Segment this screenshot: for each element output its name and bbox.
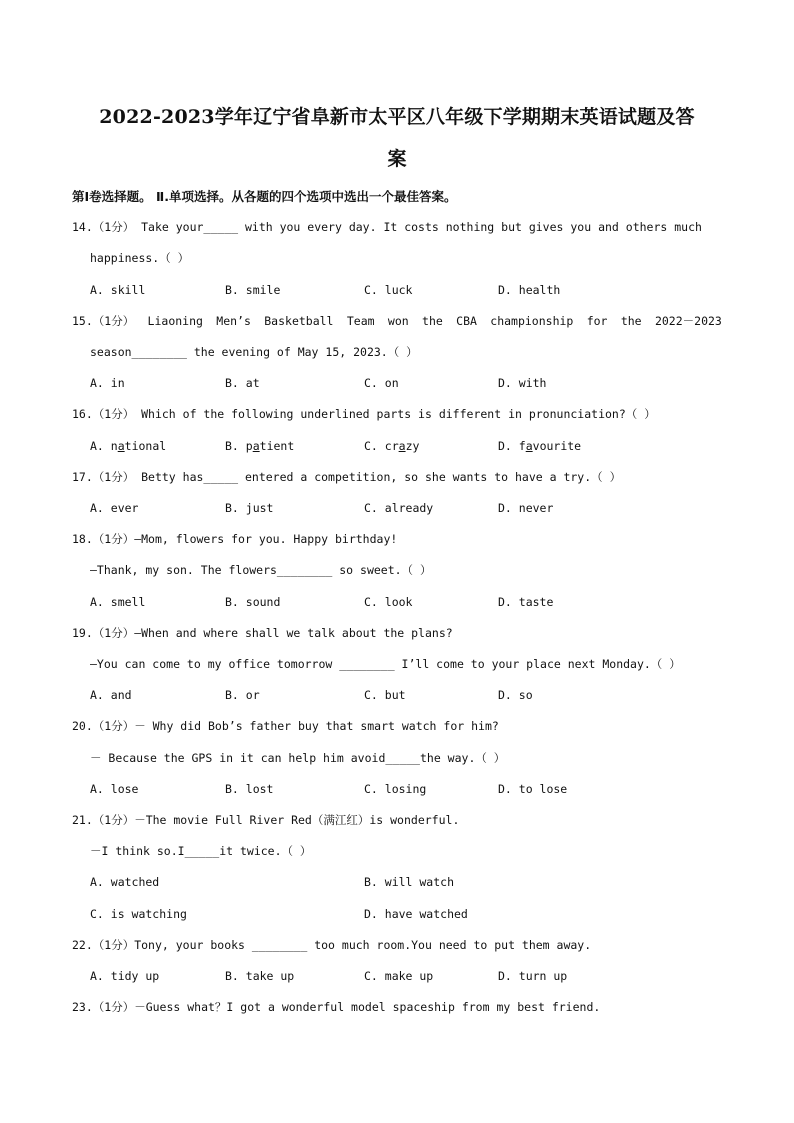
question-20-stem-continued: － Because the GPS in it can help him avoid_____the way.（ ） (90, 751, 506, 765)
question-22-option-a[interactable]: A. tidy up (90, 969, 160, 983)
question-14-stem-continued: happiness.（ ） (90, 251, 190, 265)
option-text: C. cr (364, 439, 399, 453)
question-17-option-d[interactable]: D. never (498, 501, 554, 515)
question-15-word: the (620, 314, 642, 328)
question-21-stem-continued: －I think so.I_____it twice.（ ） (90, 844, 312, 858)
question-16-stem: 16.（1分） Which of the following underlined parts is different in pronunciation?（ ） (72, 407, 656, 421)
question-15-word: Team (346, 314, 375, 328)
question-16-option-b[interactable] (225, 439, 294, 453)
question-15-stem (72, 314, 722, 328)
question-20-option-d[interactable]: D. to lose (498, 782, 568, 796)
question-22-option-b[interactable]: B. take up (225, 969, 295, 983)
question-18-option-a[interactable]: A. smell (90, 595, 146, 609)
question-20-option-b[interactable]: B. lost (225, 782, 274, 796)
option-text: A. n (90, 439, 118, 453)
question-18-option-c[interactable]: C. look (364, 595, 413, 609)
question-18-option-d[interactable]: D. taste (498, 595, 554, 609)
question-15-word: championship (490, 314, 574, 328)
option-text: D. f (498, 439, 526, 453)
question-15-option-a[interactable]: A. in (90, 376, 125, 390)
option-text: B. p (225, 439, 253, 453)
question-14-option-c[interactable]: C. luck (364, 283, 413, 297)
question-15-word: CBA (456, 314, 477, 328)
question-14-option-b[interactable]: B. smile (225, 283, 281, 297)
exam-title-continued: 案 (387, 148, 407, 170)
question-20-stem: 20.（1分）－ Why did Bob’s father buy that smart watch for him? (72, 719, 499, 733)
question-15-word: Men’s (216, 314, 251, 328)
question-19-option-b[interactable]: B. or (225, 688, 260, 702)
option-text: zy (405, 439, 420, 453)
question-15-stem-continued: season________ the evening of May 15, 2023.（ ） (90, 345, 418, 359)
question-22-stem: 22.（1分）Tony, your books ________ too much room.You need to put them away. (72, 938, 592, 952)
question-17-option-a[interactable]: A. ever (90, 501, 139, 515)
option-text: tional (124, 439, 167, 453)
question-19-option-c[interactable]: C. but (364, 688, 406, 702)
underlined-letter: a (525, 439, 533, 453)
underlined-letter: a (252, 439, 260, 453)
question-17-option-b[interactable]: B. just (225, 501, 274, 515)
question-18-stem-continued: —Thank, my son. The flowers________ so sweet.（ ） (90, 563, 432, 577)
question-21-option-d[interactable]: D. have watched (364, 907, 468, 921)
question-21-option-b[interactable]: B. will watch (364, 875, 455, 889)
question-18-option-b[interactable]: B. sound (225, 595, 281, 609)
question-17-stem: 17.（1分） Betty has_____ entered a competition, so she wants to have a try.（ ） (72, 470, 622, 484)
question-15-word: 2022－2023 (654, 314, 722, 328)
question-14-option-d[interactable]: D. health (498, 283, 561, 297)
question-16-option-c[interactable] (364, 439, 419, 453)
question-19-stem-continued: —You can come to my office tomorrow ________ I’ll come to your place next Monday.（ ） (90, 657, 681, 671)
question-15-word: for (586, 314, 608, 328)
question-16-option-a[interactable] (90, 439, 166, 453)
question-15-option-d[interactable]: D. with (498, 376, 547, 390)
question-22-option-d[interactable]: D. turn up (498, 969, 568, 983)
question-20-option-a[interactable]: A. lose (90, 782, 139, 796)
question-14-stem: 14.（1分） Take your_____ with you every day. It costs nothing but gives you and others much (72, 220, 702, 234)
question-18-stem: 18.（1分）—Mom, flowers for you. Happy birthday! (72, 532, 398, 546)
question-16-option-d[interactable] (498, 439, 581, 453)
question-15-word: Basketball (264, 314, 334, 328)
underlined-letter: a (117, 439, 125, 453)
question-14-option-a[interactable]: A. skill (90, 283, 146, 297)
question-22-option-c[interactable]: C. make up (364, 969, 434, 983)
question-21-option-c[interactable]: C. is watching (90, 907, 187, 921)
question-15-word: won (387, 314, 409, 328)
exam-title: 2022-2023学年辽宁省阜新市太平区八年级下学期期末英语试题及答 (99, 106, 695, 128)
question-21-stem: 21.（1分）－The movie Full River Red（满江红）is wonderful. (72, 813, 460, 827)
option-text: vourite (532, 439, 582, 453)
question-15-word: Liaoning (147, 314, 203, 328)
section-heading: 第Ⅰ卷选择题。 Ⅱ.单项选择。从各题的四个选项中选出一个最佳答案。 (72, 189, 457, 204)
question-19-option-d[interactable]: D. so (498, 688, 533, 702)
question-15-word: 15.（1分） (72, 314, 135, 328)
question-19-stem: 19.（1分）—When and where shall we talk about the plans? (72, 626, 453, 640)
question-15-option-b[interactable]: B. at (225, 376, 260, 390)
question-23-stem: 23.（1分）－Guess what？I got a wonderful model spaceship from my best friend. (72, 1000, 601, 1014)
question-19-option-a[interactable]: A. and (90, 688, 132, 702)
question-21-option-a[interactable]: A. watched (90, 875, 160, 889)
question-20-option-c[interactable]: C. losing (364, 782, 427, 796)
underlined-letter: a (398, 439, 406, 453)
option-text: tient (259, 439, 295, 453)
question-15-word: the (422, 314, 443, 328)
question-15-option-c[interactable]: C. on (364, 376, 399, 390)
question-17-option-c[interactable]: C. already (364, 501, 434, 515)
